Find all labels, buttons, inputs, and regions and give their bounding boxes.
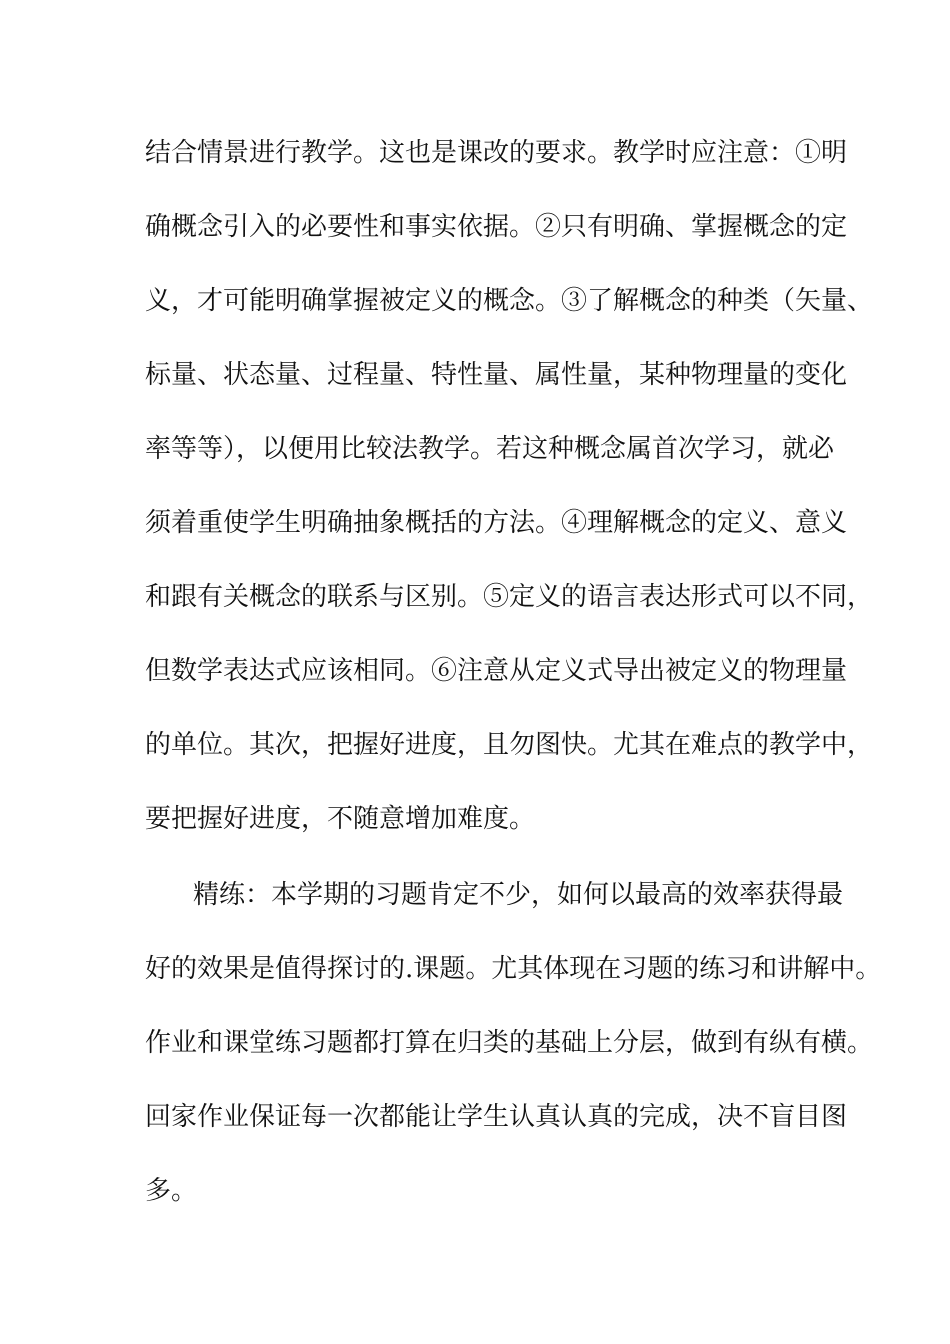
paragraph-1-line-9: 的单位。其次，把握好进度，且勿图快。尤其在难点的教学中， — [145, 730, 874, 760]
paragraph-1-line-5: 率等等），以便用比较法教学。若这种概念属首次学习，就必 — [145, 434, 835, 464]
paragraph-2-line-2: 好的效果是值得探讨的.课题。尤其体现在习题的练习和讲解中。 — [145, 954, 882, 984]
paragraph-2-line-4: 回家作业保证每一次都能让学生认真认真的完成，决不盲目图 — [145, 1102, 848, 1132]
paragraph-1-line-4: 标量、状态量、过程量、特性量、属性量，某种物理量的变化 — [145, 360, 848, 390]
paragraph-1-line-2: 确概念引入的必要性和事实依据。②只有明确、掌握概念的定 — [145, 212, 848, 242]
paragraph-1-line-10: 要把握好进度，不随意增加难度。 — [145, 804, 536, 834]
paragraph-1-line-6: 须着重使学生明确抽象概括的方法。④理解概念的定义、意义 — [145, 508, 848, 538]
paragraph-2-line-3: 作业和课堂练习题都打算在归类的基础上分层，做到有纵有横。 — [145, 1028, 874, 1058]
paragraph-2-line-1: 精练：本学期的习题肯定不少，如何以最高的效率获得最 — [193, 880, 844, 910]
paragraph-1-line-8: 但数学表达式应该相同。⑥注意从定义式导出被定义的物理量 — [145, 656, 848, 686]
paragraph-1-line-7: 和跟有关概念的联系与区别。⑤定义的语言表达形式可以不同， — [145, 582, 874, 612]
paragraph-1-line-3: 义，才可能明确掌握被定义的概念。③了解概念的种类（矢量、 — [145, 286, 874, 316]
paragraph-2-line-5: 多。 — [145, 1176, 198, 1206]
paragraph-1-line-1: 结合情景进行教学。这也是课改的要求。教学时应注意：①明 — [145, 138, 848, 168]
